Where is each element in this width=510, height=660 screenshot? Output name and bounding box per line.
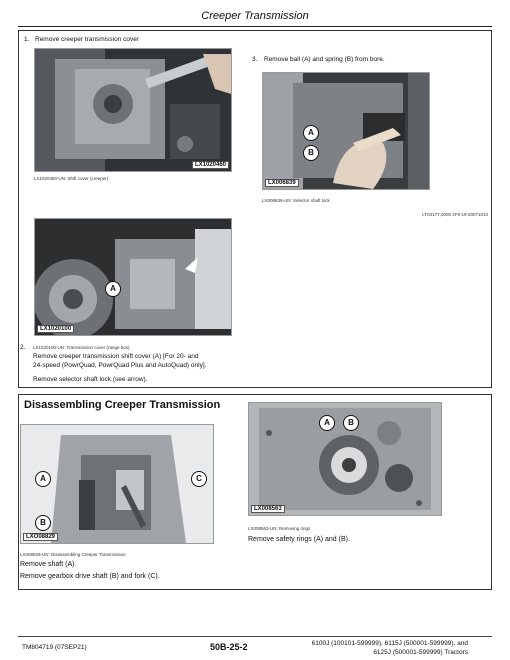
photo-caption: LX1020460-UN: Shift cover (creeper) [34, 176, 109, 181]
callout-a: A [105, 281, 121, 297]
instruction-text: Remove safety rings (A) and (B). [248, 536, 350, 543]
step-2-line-1: Remove creeper transmission shift cover (A) [For 20- and [33, 353, 199, 360]
step-2-line-3: Remove selector shaft lock (see arrow). [33, 376, 148, 383]
step-2-number: 2. [20, 344, 26, 351]
photo-id-label: LX008563 [251, 505, 285, 513]
callout-a: A [303, 125, 319, 141]
photo-selector-shaft-lock [262, 72, 430, 190]
page-header [18, 8, 492, 27]
footer-page-number: 50B-25-2 [210, 642, 248, 652]
photo-transmission-cover [34, 218, 232, 336]
callout-a: A [35, 471, 51, 487]
page-title: Creeper Transmission [201, 10, 309, 22]
reference-code: LT04177,0000 1F9-19-20071010 [422, 212, 488, 217]
footer-divider [18, 636, 492, 637]
callout-a: A [319, 415, 335, 431]
photo-id-label: LX006839 [265, 179, 299, 187]
instruction-text: Remove gearbox drive shaft (B) and fork (C). [20, 573, 160, 580]
photo-removing-rings [248, 402, 442, 516]
instruction-text: Remove shaft (A). [20, 561, 77, 568]
step-2-line-2: 24-speed (PowrQuad, PowrQuad Plus and AutoQuad) only]. [33, 362, 207, 369]
photo-shift-cover [34, 48, 232, 172]
photo-caption: LX008563-UN: Removing rings [248, 526, 311, 531]
photo-disassembling [20, 424, 214, 544]
callout-b: B [303, 145, 319, 161]
photo-id-label: LX1020460 [192, 161, 229, 169]
photo-id-label: LXO08829 [23, 533, 58, 541]
step-3-text: Remove ball (A) and spring (B) from bore. [264, 56, 385, 63]
footer-models-line-1: 6100J (100101-599999), 6115J (500001-599999), and [311, 640, 468, 647]
callout-b: B [35, 515, 51, 531]
callout-b: B [343, 415, 359, 431]
photo-id-label: LX1020100 [37, 325, 74, 333]
step-1-number: 1. [24, 36, 30, 43]
section-title: Disassembling Creeper Transmission [24, 399, 221, 411]
step-3-number: 3. [252, 56, 258, 63]
footer-models-line-2: 6125J (500001-599999) Tractors [373, 649, 468, 656]
step-1-text: Remove creeper transmission cover [35, 36, 140, 43]
photo-caption: LX008829-UN: Disassembling Creeper Transmission [20, 552, 126, 557]
photo-caption: LX1020100-UN: Transmission cover (range box) [33, 345, 130, 350]
footer-doc-id: TM804719 (07SEP21) [22, 644, 87, 651]
callout-c: C [191, 471, 207, 487]
photo-caption: LX006839-UN: Selector shaft lock [262, 198, 330, 203]
